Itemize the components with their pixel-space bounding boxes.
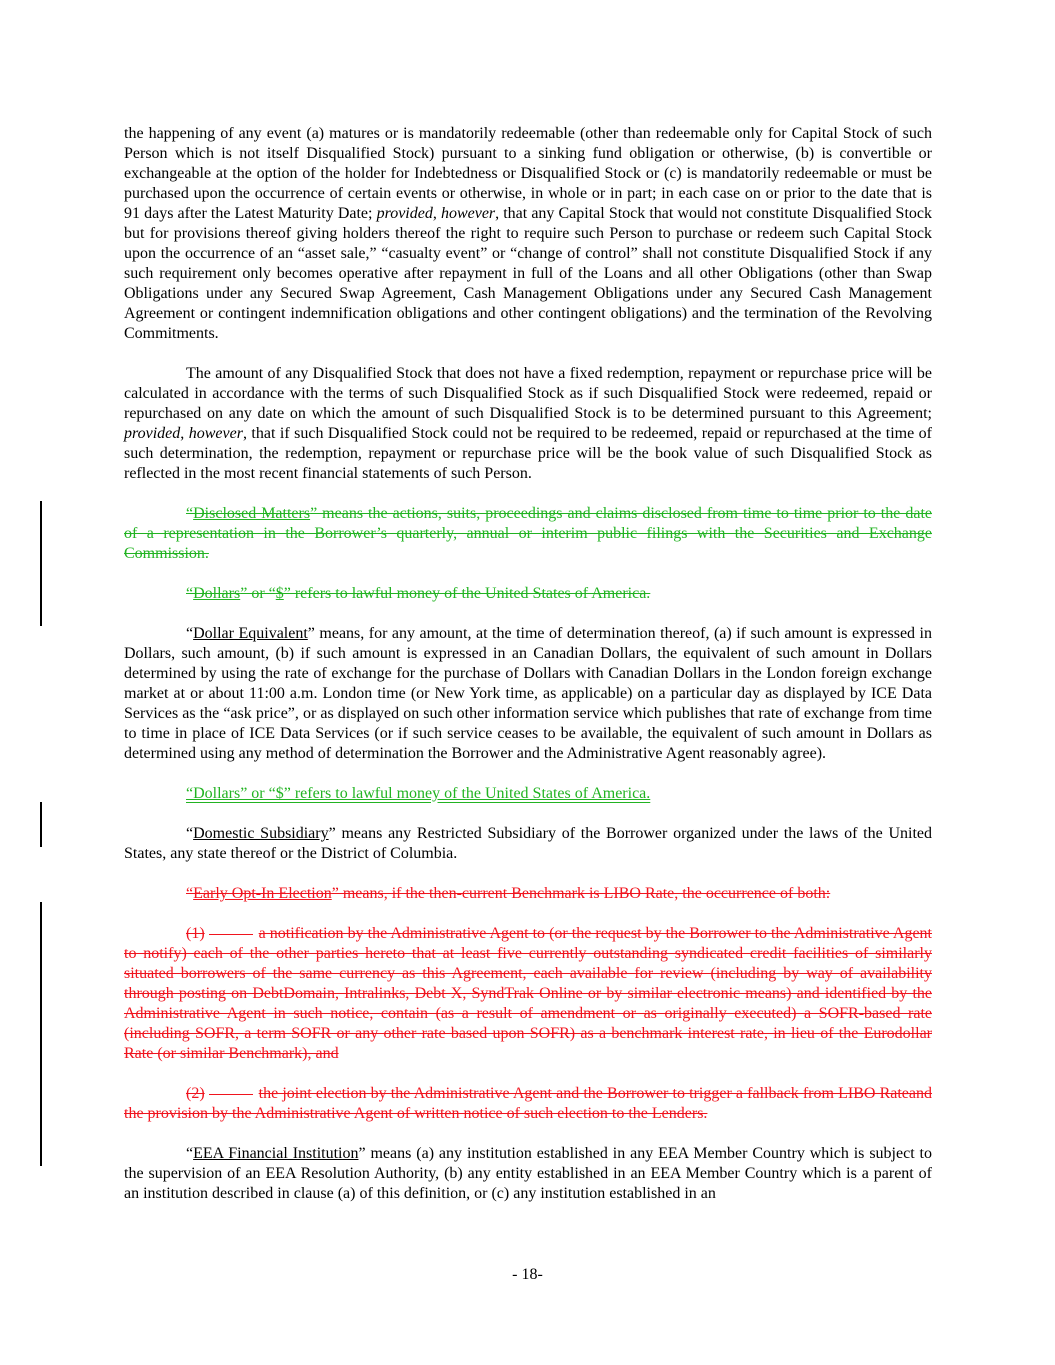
defined-term: Domestic Subsidiary [193,825,329,842]
paragraph-disqualified-stock-amount: The amount of any Disqualified Stock that does not have a fixed redemption, repayment or repurchase price will be calculated in accordance with the terms of such Disqualified Stock as if such Disqualified Stock were redeemed, repaid or repurchased on any date on which the amount of such Disqualified Stock is to be determined pursuant to this Agreement; provided, however, that if such Disqualified Stock could not be required to be redeemed, repaid or repurchased at the time of such determination, the redemption, repayment or repurchase price will be the book value of such Disqualified Stock as reflected in the most recent financial statements of such Person. [124,365,932,482]
tab-leader [209,1094,253,1095]
clause-2-deleted: (2) the joint election by the Administrative Agent and the Borrower to trigger a fallback from LIBO Rateand the provision by the Administrative Agent of written notice of such election to the Lenders. [124,1085,932,1122]
clause-label: (1) [186,925,205,942]
change-bar [40,902,42,1166]
defined-term: Dollar Equivalent [193,625,308,642]
clause-1-deleted: (1) a notification by the Administrative Agent to (or the request by the Borrower to the Administrative Agent to notify) each of the other parties hereto that at least five currently outstanding syndicated credit facilities of similarly situated borrowers of the same currency as this Agreement, each available for review (including by way of availability through posting on DebtDomain, Intralinks, Debt X, SyndTrak Online or by similar electronic means) and identified by the Administrative Agent in such notice, contain (as a result of amendment or as originally executed) a SOFR-based rate (including SOFR, a term SOFR or any other rate based upon SOFR) as a benchmark interest rate, in lieu of the Eurodollar Rate (or similar Benchmark), and [124,925,932,1062]
definition-dollars-moved-from: “Dollars” or “$” refers to lawful money of the United States of America. [186,585,651,602]
emphasis-however: however [440,205,496,222]
document-page [124,124,932,1224]
definition-early-opt-in-election-deleted: “Early Opt-In Election” means, if the then-current Benchmark is LIBO Rate, the occurrence of both: [186,885,831,902]
definition-disclosed-matters-moved: “Disclosed Matters” means the actions, suits, proceedings and claims disclosed from time to time prior to the date of a representation in the Borrower’s quarterly, annual or interim public filings with the Securities and Exchange Commission. [124,505,932,562]
paragraph-disqualified-stock-continuation: the happening of any event (a) matures or is mandatorily redeemable (other than redeemable only for Capital Stock of such Person which is not itself Disqualified Stock) pursuant to a sinking fund obligation or otherwise, (b) is convertible or exchangeable at the option of the holder for Indebtedness or Disqualified Stock or (c) is mandatorily redeemable or must be purchased upon the occurrence of certain events or otherwise, in whole or in part; in each case on or prior to the date that is 91 days after the Latest Maturity Date; provided, however, that any Capital Stock that would not constitute Disqualified Stock but for provisions thereof giving holders thereof the right to require such Person to purchase or redeem such Capital Stock upon the occurrence of an “asset sale,” “casualty event” or “change of control” shall not constitute Disqualified Stock if any such requirement only becomes operative after repayment in full of the Loans and all other Obligations (other than Swap Obligations under any Secured Swap Agreement, Cash Management Obligations under any Secured Cash Management Agreement or contingent indemnification obligations and other contingent obligations) and the termination of the Revolving Commitments. [124,125,932,342]
emphasis-provided: provided [124,425,181,442]
definition-eea-financial-institution: “EEA Financial Institution” means (a) any institution established in any EEA Member Country which is subject to the supervision of an EEA Resolution Authority, (b) any entity established in an EEA Member Country which is a parent of an institution described in clause (a) of this definition, or (c) any institution established in an [124,1145,932,1202]
defined-term: Dollars [193,585,241,602]
definition-domestic-subsidiary: “Domestic Subsidiary” means any Restricted Subsidiary of the Borrower organized under the laws of the United States, any state thereof or the District of Columbia. [124,825,933,862]
tab-leader [209,934,253,935]
change-bar [40,501,42,626]
defined-term: Disclosed Matters [193,505,311,522]
defined-term: Early Opt-In Election [193,885,332,902]
emphasis-however: however [188,425,243,442]
defined-term: EEA Financial Institution [193,1145,359,1162]
defined-term-symbol: $ [275,585,284,602]
definition-dollar-equivalent: “Dollar Equivalent” means, for any amount, at the time of determination thereof, (a) if such amount is expressed in Dollars, such amount, (b) if such amount is expressed in an Canadian Dollars, the equivalent of such amount in Dollars determined by using the rate of exchange for the purchase of Dollars with Canadian Dollars in the London foreign exchange market at or about 11:00 a.m. London time (or New York time, as applicable) on a particular day as displayed by ICE Data Services as the “ask price”, or as displayed on such other information service which publishes that rate of exchange from time to time in place of ICE Data Services (or if such service ceases to be available, the equivalent of such amount in Dollars as determined using any method of determination the Borrower and the Administrative Agent reasonably agree). [124,625,932,762]
emphasis-provided: provided [376,205,433,222]
definition-dollars-moved-to: “Dollars” or “$” refers to lawful money of the United States of America. [186,785,651,802]
page-number: - 18- [512,1266,543,1283]
clause-label: (2) [186,1085,205,1102]
change-bar [40,802,42,847]
